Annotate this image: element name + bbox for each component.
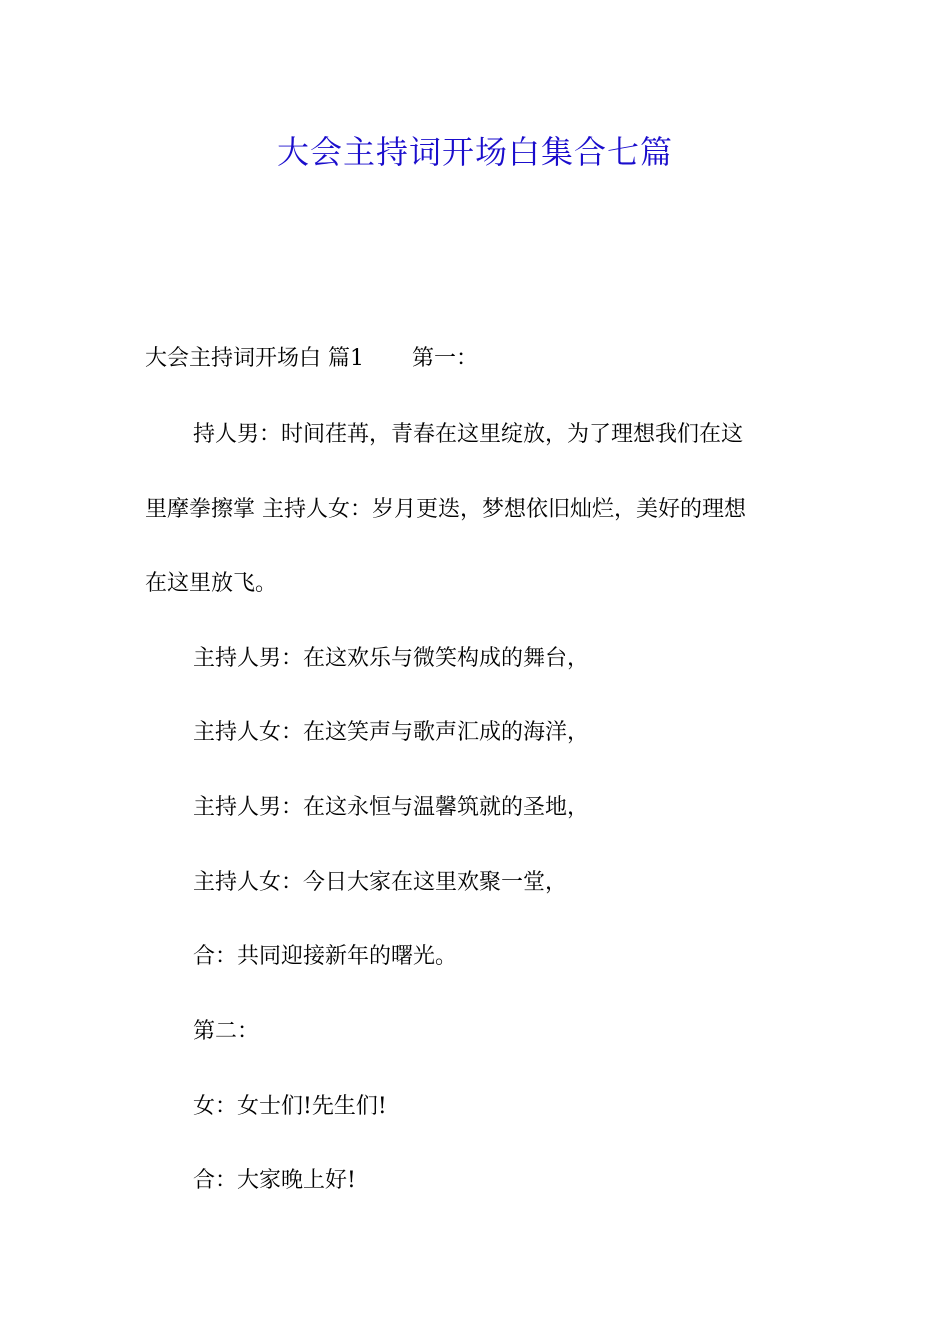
- dialogue-line: 主持人男：在这永恒与温馨筑就的圣地，: [193, 795, 590, 820]
- paragraph-line: 持人男：时间荏苒，青春在这里绽放，为了理想我们在这: [193, 422, 744, 447]
- section-heading: [145, 343, 825, 375]
- dialogue-line: 合：共同迎接新年的曙光。: [193, 944, 458, 969]
- part-label: 第一：: [412, 346, 479, 371]
- paragraph-line: 里摩拳擦掌 主持人女：岁月更迭，梦想依旧灿烂，美好的理想: [145, 497, 746, 522]
- dialogue-line: 主持人女：在这笑声与歌声汇成的海洋，: [193, 720, 590, 745]
- document-title: 大会主持词开场白集合七篇: [276, 133, 673, 171]
- part-heading: 第二：: [193, 1019, 260, 1044]
- dialogue-line: 合：大家晚上好!: [193, 1168, 356, 1193]
- section-label: 大会主持词开场白 篇1: [145, 346, 364, 371]
- dialogue-line: 女：女士们!先生们!: [193, 1094, 387, 1119]
- dialogue-line: 主持人男：在这欢乐与微笑构成的舞台，: [193, 646, 590, 671]
- dialogue-line: 主持人女：今日大家在这里欢聚一堂，: [193, 870, 568, 895]
- paragraph-line: 在这里放飞。: [145, 571, 278, 596]
